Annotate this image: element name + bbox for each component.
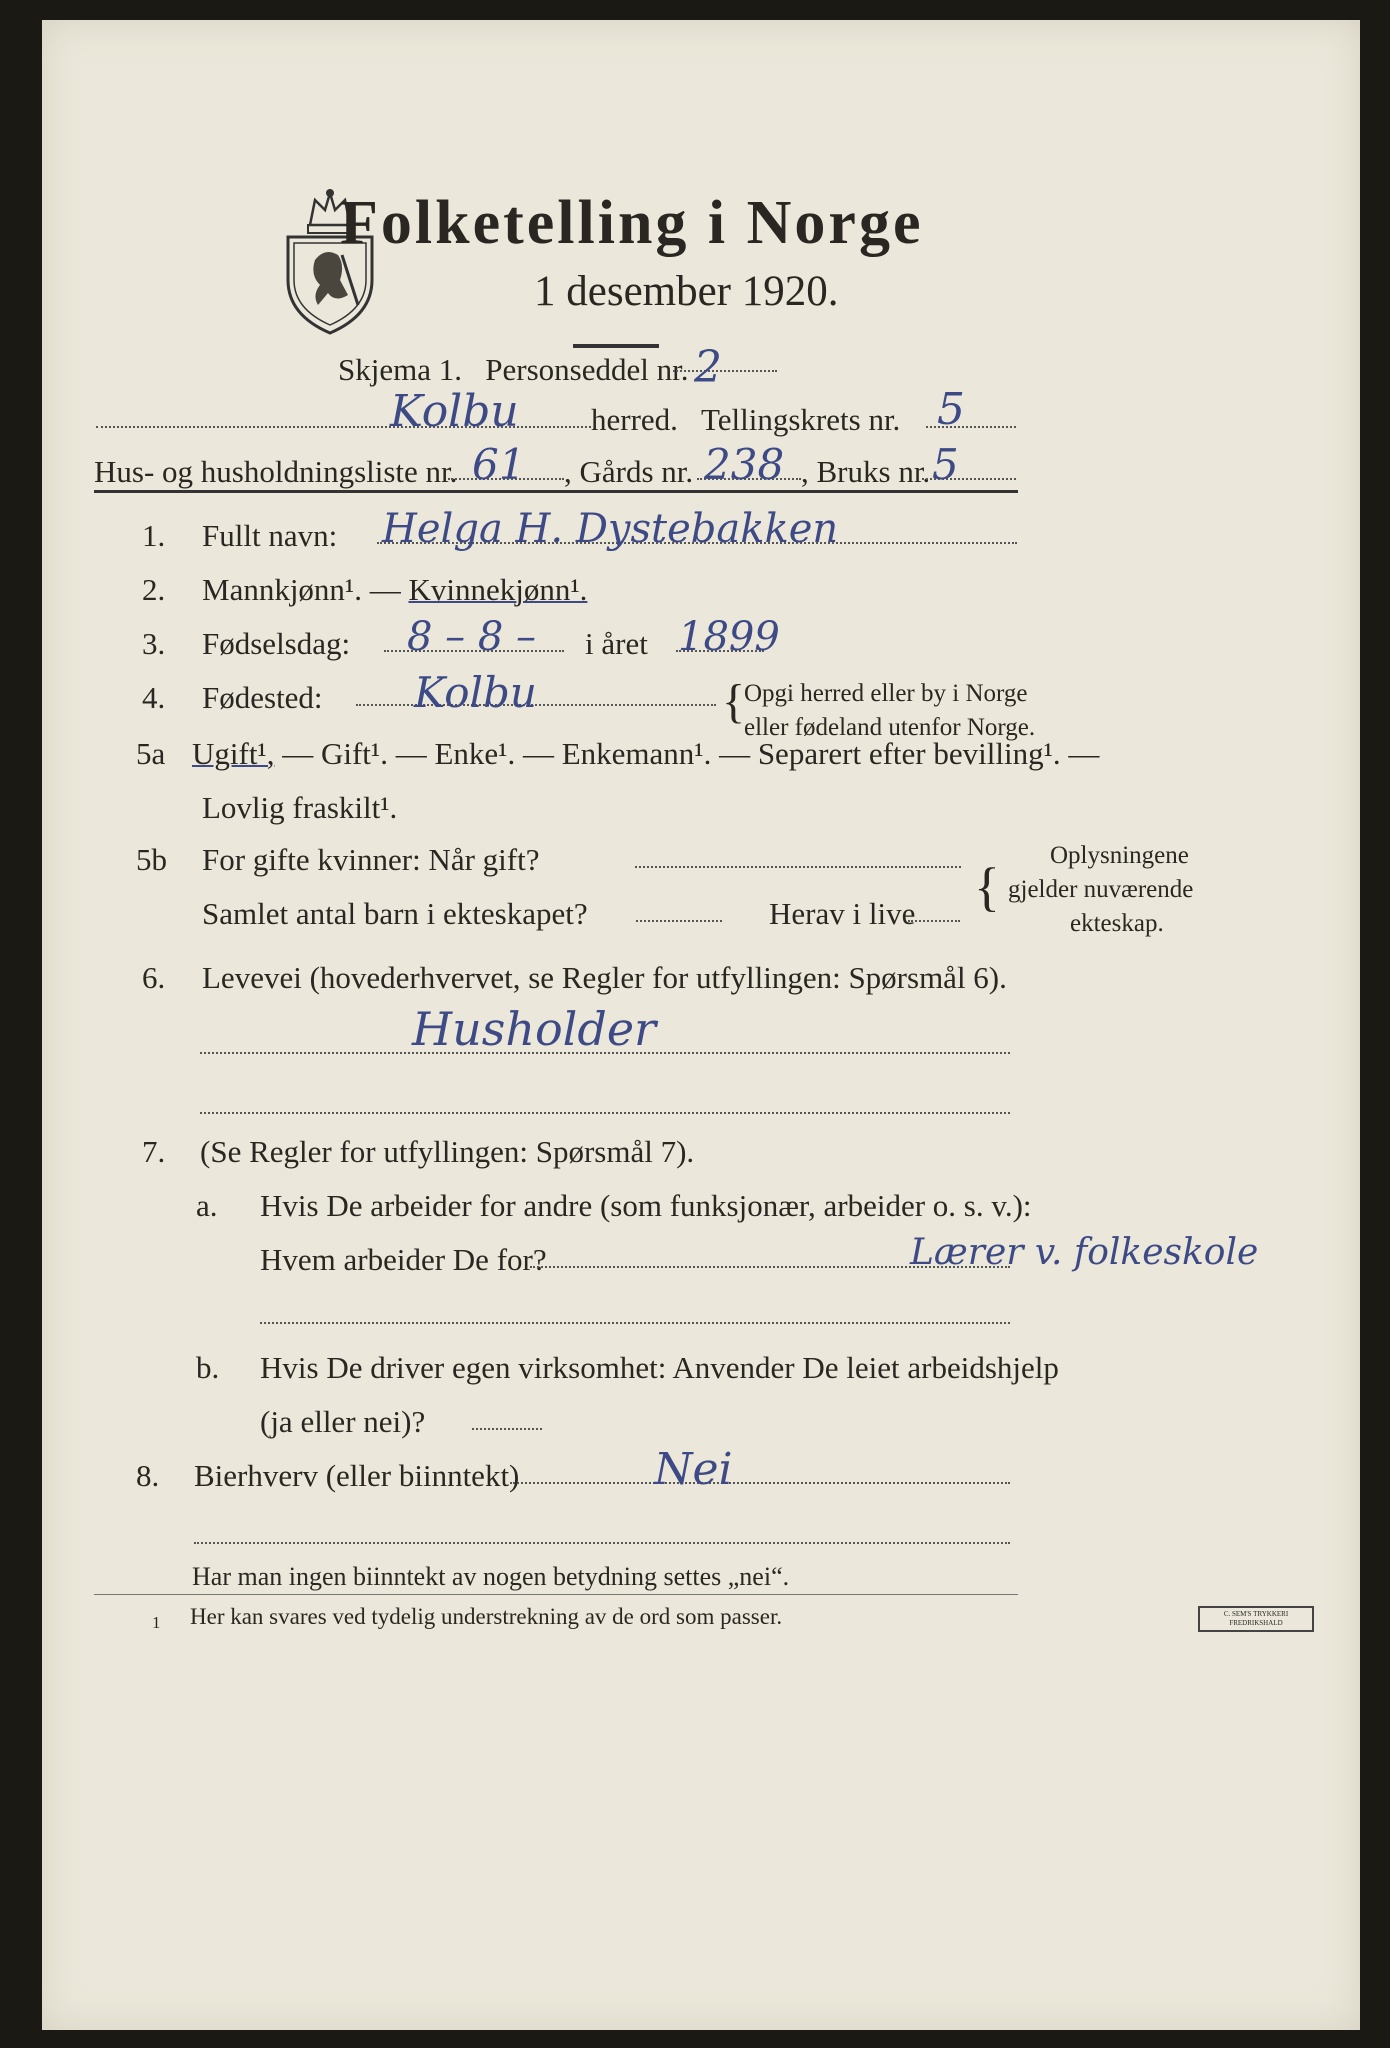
q5a-number: 5a [136,736,166,771]
personseddel-dots [673,370,777,372]
herred-value: Kolbu [390,386,519,437]
q6-value: Husholder [412,1002,657,1056]
personseddel-value: 2 [694,342,722,393]
q7a-number: a. [196,1188,218,1223]
q2-number: 2. [142,572,166,607]
schema-line [338,352,688,388]
q5a-options [192,736,1099,772]
hus-value: 61 [472,440,526,489]
q3-label: Fødselsdag: [202,626,351,661]
q3-number: 3. [142,626,166,661]
q1-number: 1. [142,518,166,553]
q6-number: 6. [142,960,166,995]
q7b-line2: (ja eller nei)? [260,1404,426,1439]
q7a-line1: Hvis De arbeider for andre (som funksjonær, arbeider o. s. v.): [260,1188,1032,1223]
printer-mark: C. SEM'S TRYKKERI FREDRIKSHALD [1198,1606,1314,1632]
gards-label: , Gårds nr. [564,454,694,489]
q2-options [202,572,587,608]
q2-mann[interactable]: Mannkjønn¹. — [202,572,401,607]
q5a-rest[interactable]: — Gift¹. — Enke¹. — Enkemann¹. — Separert efter bevilling¹. — [282,736,1100,771]
q6-dots-1 [200,1052,1010,1054]
q5b-note3: ekteskap. [1070,910,1164,937]
q7b-dots [472,1428,542,1430]
schema-label: Skjema 1. [338,352,462,387]
q5b-note2: gjelder nuværende [1008,876,1194,903]
q8-label: Bierhverv (eller biinntekt) [194,1458,520,1493]
q8-dots [510,1482,1010,1484]
q5b-line1: For gifte kvinner: Når gift? [202,842,540,877]
title-divider [573,344,659,348]
q3-aaret-label: i året [585,626,648,661]
q5a-ugift[interactable]: Ugift¹, [192,736,275,771]
q5b-brace: { [974,857,1000,917]
q4-note1: Opgi herred eller by i Norge [744,680,1028,707]
tellingskrets-label: Tellingskrets nr. [701,402,901,437]
q5a-line2[interactable]: Lovlig fraskilt¹. [202,790,398,825]
q3-value: 8 – 8 – [407,614,537,660]
tellingskrets-value: 5 [937,384,965,435]
q1-label: Fullt navn: [202,518,338,553]
q4-value: Kolbu [414,668,537,717]
footnote-mark: 1 [152,1613,161,1632]
gards-value: 238 [704,440,785,489]
form-title: Folketelling i Norge [340,189,924,257]
hus-label: Hus- og husholdningsliste nr. [94,454,458,489]
q5b-herav-dots [908,920,960,922]
q5b-note1: Oplysningene [1050,842,1189,869]
q4-brace: { [722,675,746,728]
header-rule [94,490,1018,493]
q5b-number: 5b [136,842,167,877]
q8-value: Nei [654,1444,733,1495]
q6-dots-2 [200,1112,1010,1114]
q5b-line2-dots [636,920,722,922]
q4-label: Fødested: [202,680,323,715]
q4-number: 4. [142,680,166,715]
q2-kvinne[interactable]: Kvinnekjønn¹. [408,572,588,607]
q1-value: Helga H. Dystebakken [382,506,839,552]
q7b-number: b. [196,1350,220,1385]
personseddel-label: Personseddel nr. [485,352,689,387]
q6-label: Levevei (hovederhvervet, se Regler for utfyllingen: Spørsmål 6). [202,960,1007,995]
q5b-line2: Samlet antal barn i ekteskapet? [202,896,588,931]
q5b-herav: Herav i live [769,896,916,931]
bruks-value: 5 [932,440,959,489]
q4-note2: eller fødeland utenfor Norge. [744,714,1036,741]
q8-dots-2 [194,1542,1010,1544]
footnote-rule [94,1594,1018,1595]
q7a-line2: Hvem arbeider De for? [260,1242,547,1277]
q7a-dots-2 [260,1322,1010,1324]
q5b-line1-dots [635,866,961,868]
form-date: 1 desember 1920. [534,268,839,315]
q7a-value: Lærer v. folkeskole [910,1232,1259,1273]
q7-label: (Se Regler for utfyllingen: Spørsmål 7). [200,1134,695,1169]
footnote-text: Her kan svares ved tydelig understrekning av de ord som passer. [190,1604,783,1629]
bruks-label: , Bruks nr. [801,454,931,489]
herred-label: herred. [591,402,678,437]
census-form [42,20,1360,2030]
q8-number: 8. [136,1458,160,1493]
q7b-line1: Hvis De driver egen virksomhet: Anvender De leiet arbeidshjelp [260,1350,1059,1385]
q7-number: 7. [142,1134,166,1169]
footer-note: Har man ingen biinntekt av nogen betydning settes „nei“. [192,1562,790,1591]
q3-aaret-value: 1899 [678,614,780,660]
